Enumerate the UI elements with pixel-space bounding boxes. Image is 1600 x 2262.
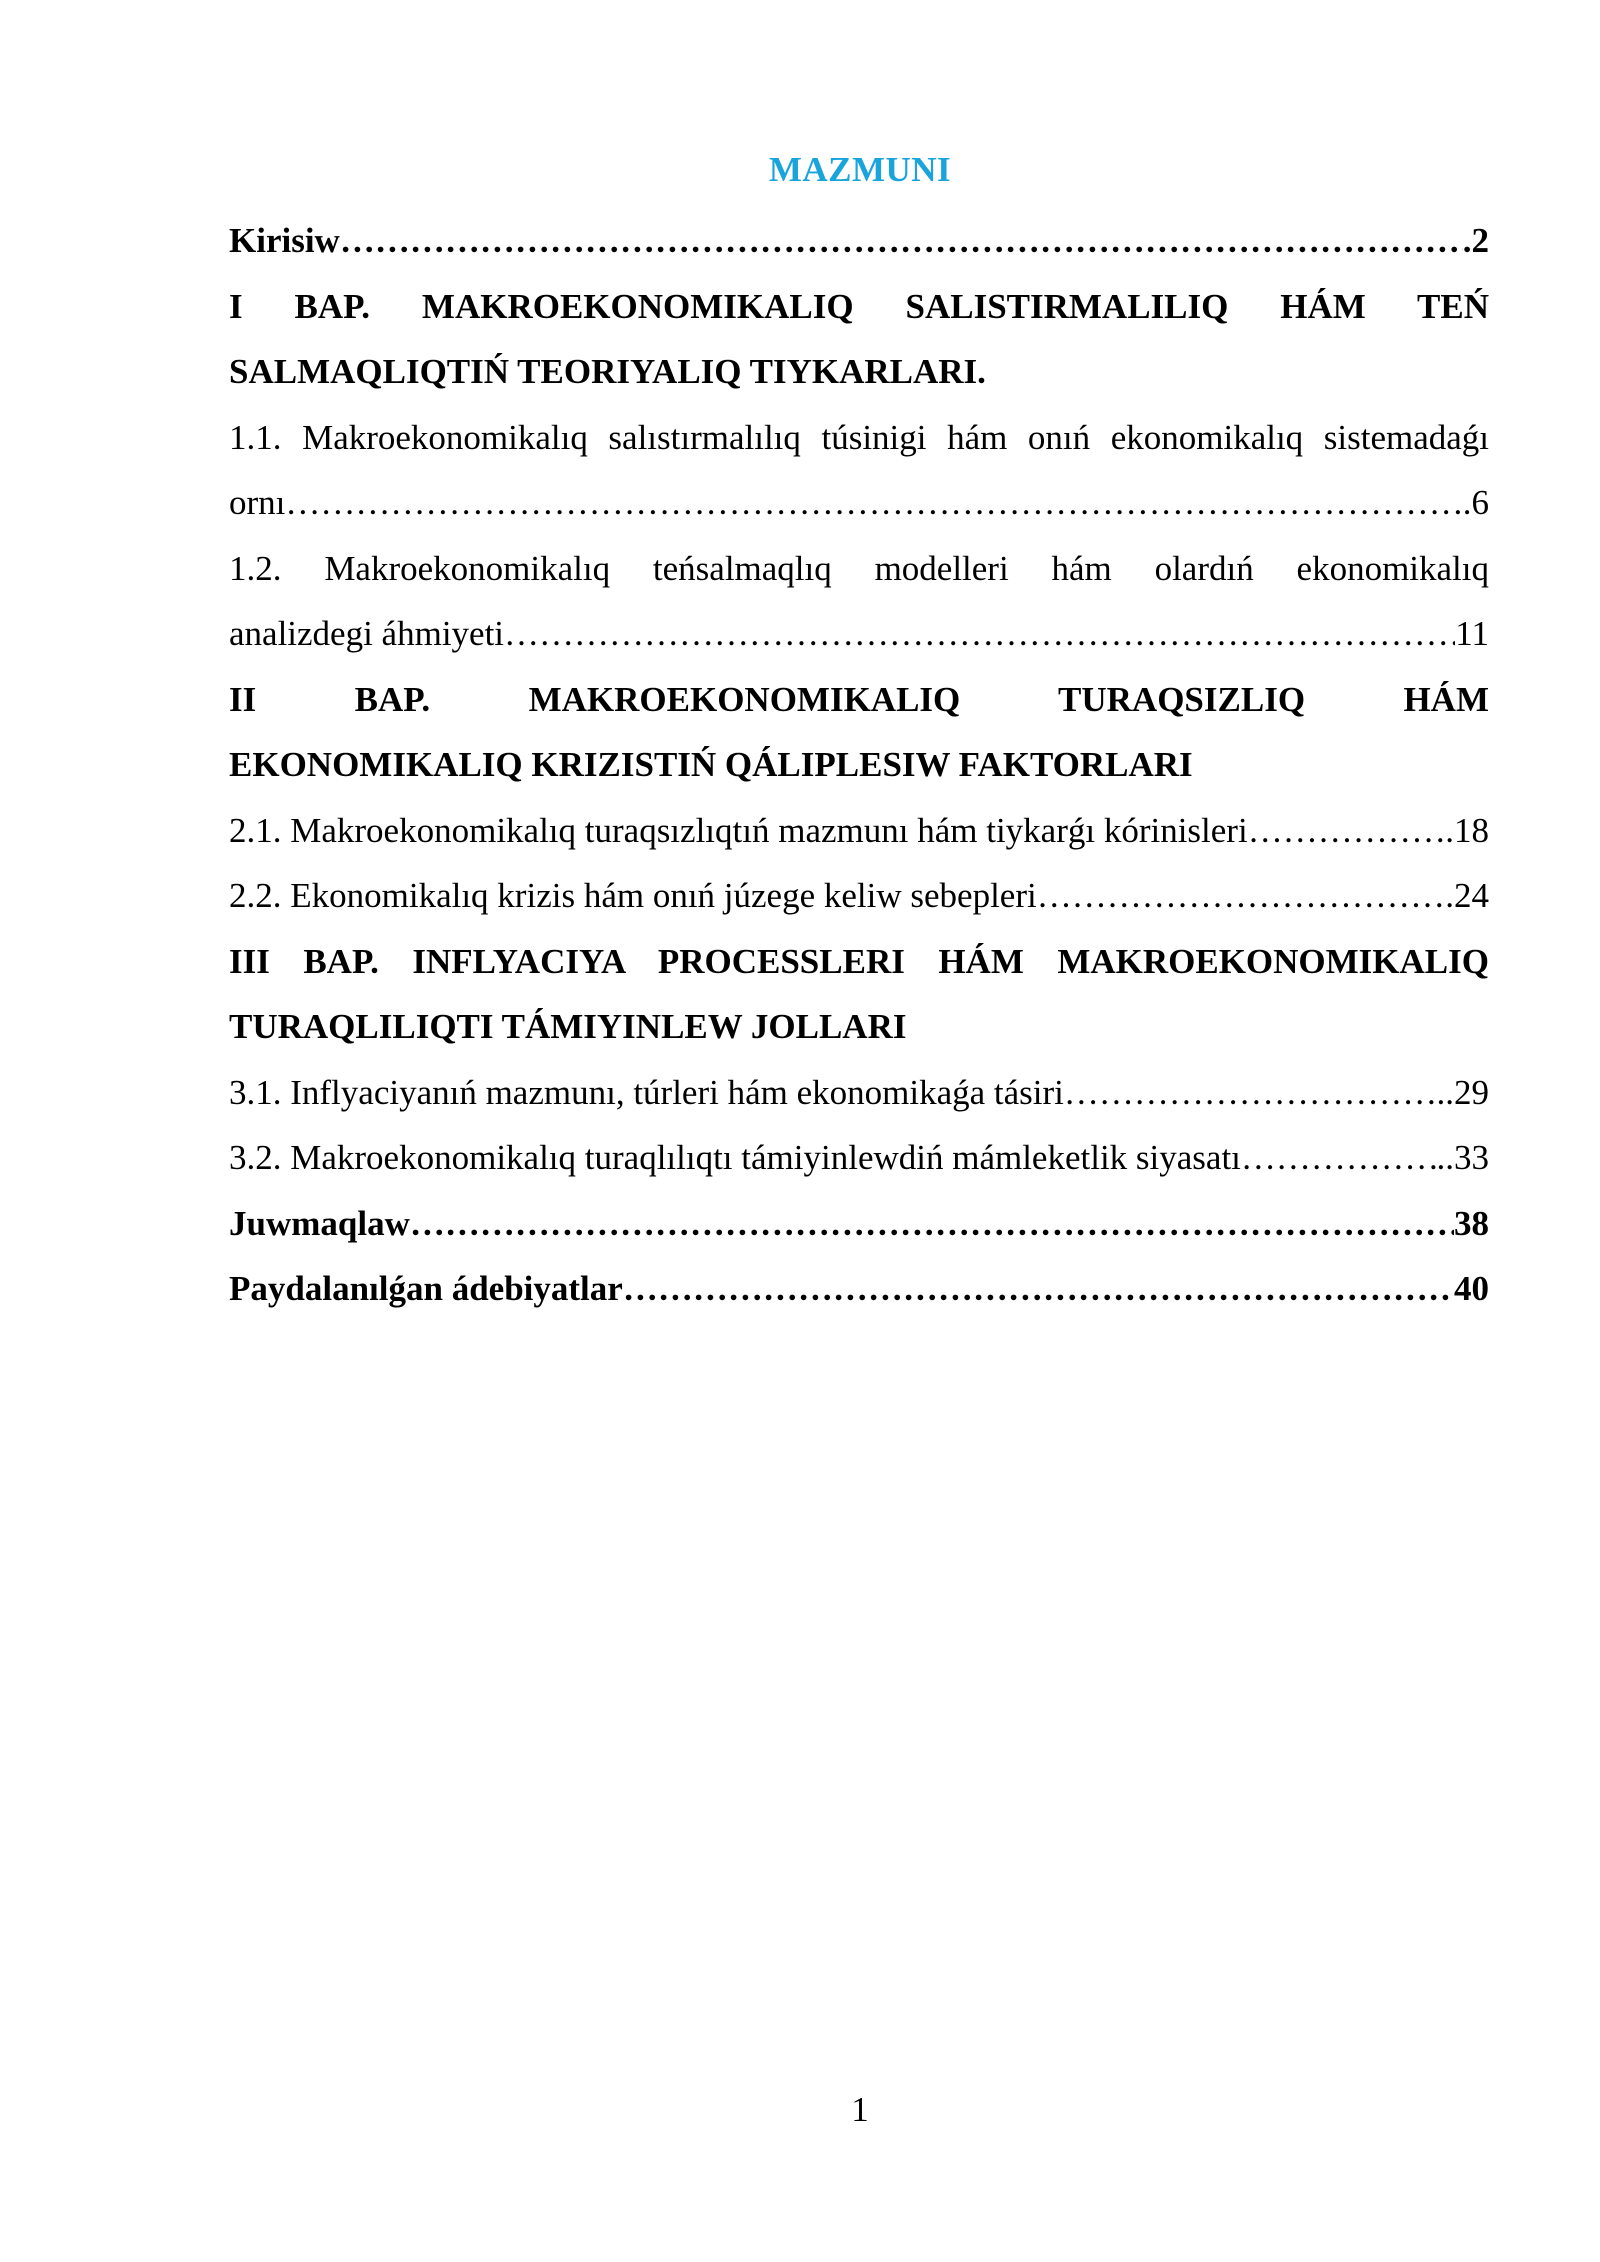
toc-entry-paydalanilgan: [229, 1256, 1489, 1322]
toc-section-1-2-line-1: 1.2. Makroekonomikalıq teńsalmaqlıq modelleri hám olardıń ekonomikalıq: [229, 548, 1489, 588]
toc-entry-title: Paydalanılǵan ádebiyatlar: [229, 1269, 623, 1308]
toc-page-number: .2: [1462, 221, 1489, 260]
toc-chapter-3-line-1: III BAP. INFLYACIYA PROCESSLERI HÁM MAKROEKONOMIKALIQ: [229, 941, 1489, 981]
toc-chapter-1-line-1: I BAP. MAKROEKONOMIKALIQ SALISTIRMALILIQ HÁM TEŃ: [229, 286, 1489, 326]
toc-leader-dots: [1037, 863, 1446, 929]
toc-page-number: .6: [1462, 483, 1489, 522]
page-title: MAZMUNI: [768, 150, 952, 189]
toc-chapter-1-line-2: SALMAQLIQTIŃ TEORIYALIQ TIYKARLARI.: [229, 352, 986, 391]
toc-leader-dots: [1241, 1125, 1437, 1191]
toc-entry-juwmaqlaw: [229, 1191, 1489, 1257]
toc-section-3-1: [229, 1060, 1489, 1126]
toc-section-1-1-line-2: [229, 470, 1489, 536]
toc-entry-kirisiw: [229, 208, 1489, 274]
toc-entry-title: analizdegi áhmiyeti: [229, 614, 505, 653]
toc-page-number: 11: [1455, 614, 1489, 653]
toc-entry-title: ornı: [229, 483, 286, 522]
toc-section-2-2: [229, 863, 1489, 929]
toc-page-number: ..29: [1436, 1072, 1489, 1112]
toc-page-number: 38: [1454, 1203, 1489, 1243]
toc-leader-dots: [340, 208, 1463, 274]
toc-entry-title: 3.1. Inflyaciyanıń mazmunı, túrleri hám ekonomikaǵa tásiri: [229, 1072, 1064, 1112]
toc-chapter-3-line-2: TURAQLILIQTI TÁMIYINLEW JOLLARI: [229, 1007, 907, 1046]
toc-entry-title: 3.2. Makroekonomikalıq turaqlılıqtı támiyinlewdiń mámleketlik siyasatı: [229, 1138, 1241, 1177]
toc-chapter-2-line-1: II BAP. MAKROEKONOMIKALIQ TURAQSIZLIQ HÁM: [229, 679, 1489, 719]
toc-section-1-1-line-1: 1.1. Makroekonomikalıq salıstırmalılıq túsinigi hám onıń ekonomikalıq sistemadaǵı: [229, 417, 1489, 457]
toc-entry-title: 2.2. Ekonomikalıq krizis hám onıń júzege keliw sebepleri: [229, 876, 1037, 915]
toc-entry-title: Kirisiw: [229, 221, 340, 260]
page-number: 1: [851, 2090, 869, 2129]
toc-leader-dots: [1248, 798, 1446, 864]
toc-page-number: .18: [1445, 810, 1489, 850]
toc-leader-dots: [504, 601, 1455, 667]
toc-page-number: ..33: [1436, 1138, 1489, 1177]
toc-section-2-1: [229, 798, 1489, 864]
toc-entry-title: Juwmaqlaw: [229, 1203, 410, 1243]
toc-leader-dots: [410, 1191, 1454, 1257]
toc-section-1-2-line-2: [229, 601, 1489, 667]
toc-entry-title: 2.1. Makroekonomikalıq turaqsızlıqtıń mazmunı hám tiykarǵı kórinisleri: [229, 810, 1248, 850]
toc-leader-dots: [623, 1256, 1454, 1322]
toc-leader-dots: [285, 470, 1462, 536]
toc-page-number: 40: [1454, 1269, 1489, 1308]
table-of-contents: [229, 208, 1489, 1322]
toc-chapter-2-line-2: EKONOMIKALIQ KRIZISTIŃ QÁLIPLESIW FAKTORLARI: [229, 745, 1193, 784]
toc-leader-dots: [1064, 1060, 1437, 1126]
toc-page-number: .24: [1445, 876, 1489, 915]
toc-section-3-2: [229, 1125, 1489, 1191]
